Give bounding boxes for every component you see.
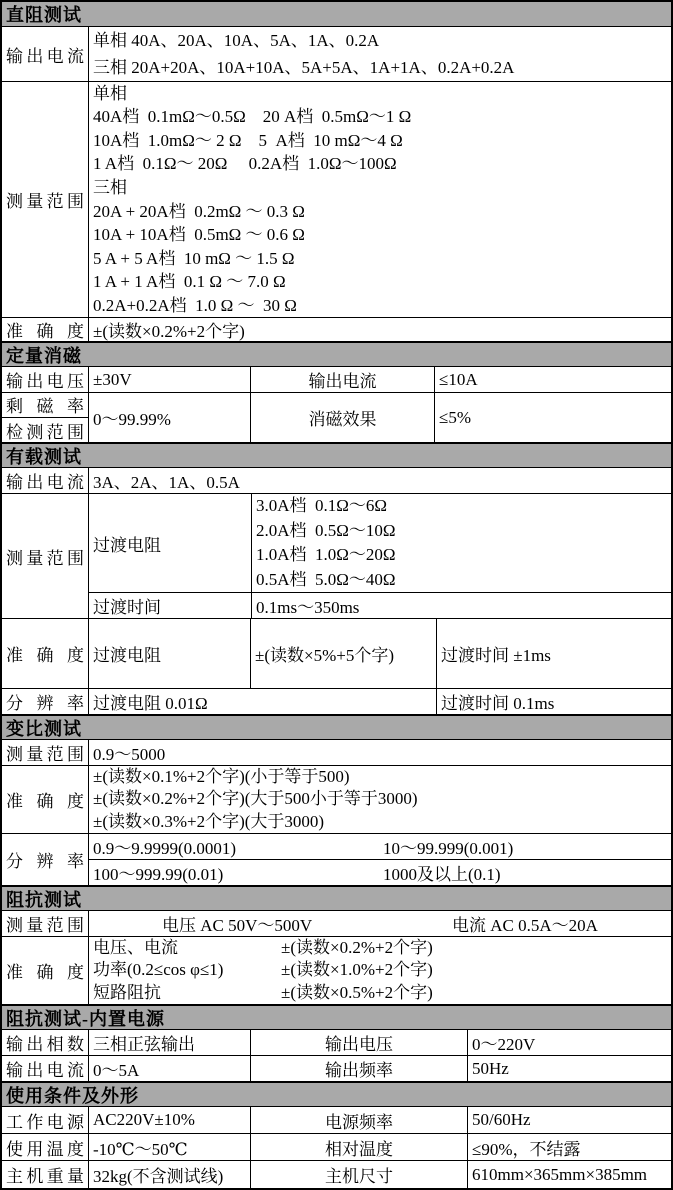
row-label-accuracy: 准 确 度 xyxy=(6,792,84,811)
section-header-impedance-test xyxy=(2,886,671,911)
row-label-operating-temp: 使用温度 xyxy=(6,1139,84,1159)
dc-range-value: 单相 40A档 0.1mΩ～0.5Ω 20 A档 0.5mΩ～1 Ω 10A档 1.0mΩ～ 2 Ω 5 A档 10 mΩ～4 Ω 1 A档 0.1Ω～ 20Ω 0.2A档 1.0Ω～100Ω 三相 20A + 20A档 0.2mΩ ～ 0.3 Ω 10A + 10A档 0.5mΩ ～ 0.6 Ω 5 A + 5 A档 10 mΩ ～ 1.5 Ω 1 A + 1 A档 0.1 Ω ～ 7.0 Ω 0.2A+0.2A档 1.0 Ω ～ 30 Ω xyxy=(88,82,671,317)
dc-output-current-row xyxy=(2,27,671,82)
load-accuracy-res-name: 过渡电阻 xyxy=(88,619,250,688)
row-label-resolution: 分 辨 率 xyxy=(6,694,84,713)
row-label-range: 测量范围 xyxy=(6,548,84,568)
ratio-resolution-subrow-2 xyxy=(89,859,671,885)
demag-effect-label: 消磁效果 xyxy=(250,393,434,442)
power-row-2 xyxy=(2,1056,671,1082)
impedance-range-row xyxy=(2,911,671,937)
relative-humidity-label: 相对温度 xyxy=(250,1134,467,1160)
row-label-resolution: 分 辨 率 xyxy=(6,852,84,871)
section-title: 定量消磁 xyxy=(6,345,82,366)
section-title: 变比测试 xyxy=(6,718,82,739)
demag-remanence-value: 0～99.99% xyxy=(88,393,250,442)
ratio-res-2-left: 100～999.99(0.01) xyxy=(93,865,224,884)
load-resolution-time-value: 过渡时间 0.1ms xyxy=(436,689,671,714)
demag-output-voltage-value: ±30V xyxy=(88,367,250,392)
conditions-row-2 xyxy=(2,1134,671,1161)
load-accuracy-res-value: ±(读数×5%+5个字) xyxy=(250,619,436,688)
power-freq-label: 电源频率 xyxy=(250,1107,467,1133)
section-header-load-test xyxy=(2,443,671,468)
impedance-range-value: 电压 AC 50V～500V 电流 AC 0.5A～20A xyxy=(88,911,671,936)
section-title: 阻抗测试 xyxy=(6,889,82,910)
trans-resistance-label: 过渡电阻 xyxy=(93,535,161,555)
row-label-range: 测量范围 xyxy=(6,192,84,211)
row-label-accuracy: 准 确 度 xyxy=(6,646,84,665)
section-title: 阻抗测试-内置电源 xyxy=(6,1008,165,1029)
row-label-working-power: 工作电源 xyxy=(6,1112,84,1132)
demag-effect-value: ≤5% xyxy=(434,393,671,442)
row-label-output-current: 输出电流 xyxy=(6,46,84,66)
section-title: 直阻测试 xyxy=(6,5,82,25)
ratio-res-2-right: 1000及以上(0.1) xyxy=(383,865,501,884)
row-label-range: 测量范围 xyxy=(6,745,84,764)
load-accuracy-time-value: 过渡时间 ±1ms xyxy=(436,619,671,688)
relative-humidity-value: ≤90%，不结露 xyxy=(467,1134,671,1160)
load-output-current-value: 3A、2A、1A、0.5A xyxy=(88,468,671,493)
impedance-accuracy-row xyxy=(2,937,671,1005)
row-label-accuracy: 准 确 度 xyxy=(6,963,84,982)
trans-time-label: 过渡时间 xyxy=(93,598,161,617)
section-title: 使用条件及外形 xyxy=(6,1085,139,1106)
detection-range-label: 检测范围 xyxy=(6,423,84,442)
trans-time-value: 0.1ms～350ms xyxy=(251,593,671,618)
row-label-accuracy: 准 确 度 xyxy=(6,322,84,341)
section-header-conditions xyxy=(2,1082,671,1107)
host-size-label: 主机尺寸 xyxy=(250,1161,467,1188)
host-weight-value: 32kg(不含测试线) xyxy=(88,1161,250,1188)
load-range-row xyxy=(2,494,671,619)
ratio-resolution-stack xyxy=(88,834,671,885)
load-range-stack xyxy=(88,494,671,618)
row-label-host-weight: 主机重量 xyxy=(6,1167,84,1186)
load-trans-resistance-subrow xyxy=(89,494,671,592)
power-frequency-value: 50Hz xyxy=(467,1056,671,1081)
demag-row-1 xyxy=(2,367,671,393)
conditions-row-1 xyxy=(2,1107,671,1134)
load-resolution-row xyxy=(2,689,671,715)
row-label-output-phases: 输出相数 xyxy=(6,1035,84,1054)
dc-output-current-value: 单相 40A、20A、10A、5A、1A、0.2A 三相 20A+20A、10A+10A、5A+5A、1A+1A、0.2A+0.2A xyxy=(88,27,671,81)
impedance-accuracy-line-1: 电压、电流 ±(读数×0.2%+2个字) xyxy=(93,937,433,957)
power-freq-value: 50/60Hz xyxy=(467,1107,671,1133)
load-resolution-res-value: 过渡电阻 0.01Ω xyxy=(88,689,436,714)
demag-output-current-label: 输出电流 xyxy=(250,367,434,392)
ratio-resolution-row xyxy=(2,834,671,886)
row-label-remanence xyxy=(2,393,88,442)
power-frequency-label: 输出频率 xyxy=(250,1056,467,1081)
power-current-value: 0～5A xyxy=(88,1056,250,1081)
remanence-rate-label: 剩 磁 率 xyxy=(2,393,88,418)
load-trans-time-subrow xyxy=(89,592,671,618)
section-header-demagnetization xyxy=(2,342,671,367)
host-size-value: 610mm×365mm×385mm xyxy=(467,1161,671,1188)
power-voltage-label: 输出电压 xyxy=(250,1030,467,1055)
ratio-res-1-left: 0.9～9.9999(0.0001) xyxy=(93,839,237,858)
power-phases-value: 三相正弦输出 xyxy=(88,1030,250,1055)
power-voltage-value: 0～220V xyxy=(467,1030,671,1055)
load-output-current-row xyxy=(2,468,671,494)
ratio-accuracy-row xyxy=(2,766,671,834)
demag-output-current-value: ≤10A xyxy=(434,367,671,392)
section-title: 有载测试 xyxy=(6,446,82,467)
impedance-accuracy-line-2: 功率(0.2≤cos φ≤1) ±(读数×1.0%+2个字) xyxy=(93,960,433,980)
impedance-accuracy-lines xyxy=(88,937,671,1004)
section-header-impedance-power xyxy=(2,1005,671,1030)
section-header-dc-resistance xyxy=(2,2,671,27)
working-power-value: AC220V±10% xyxy=(88,1107,250,1133)
ratio-accuracy-lines: ±(读数×0.1%+2个字)(小于等于500) ±(读数×0.2%+2个字)(大于500小于等于3000) ±(读数×0.3%+2个字)(大于3000) xyxy=(88,766,671,833)
row-label-output-voltage: 输出电压 xyxy=(6,372,84,391)
power-row-1 xyxy=(2,1030,671,1056)
row-label-output-current: 输出电流 xyxy=(6,473,84,492)
demag-row-2 xyxy=(2,393,671,443)
dc-accuracy-value: ±(读数×0.2%+2个字) xyxy=(88,318,671,341)
dc-accuracy-row xyxy=(2,318,671,342)
row-label-output-current: 输出电流 xyxy=(6,1061,84,1080)
ratio-range-row xyxy=(2,740,671,766)
row-label-range: 测量范围 xyxy=(6,916,84,935)
load-accuracy-row xyxy=(2,619,671,689)
conditions-row-3 xyxy=(2,1161,671,1188)
operating-temp-value: -10℃～50℃ xyxy=(88,1134,250,1160)
ratio-res-1-right: 10～99.999(0.001) xyxy=(383,839,514,858)
dc-range-row xyxy=(2,82,671,318)
trans-resistance-ranges: 3.0A档 0.1Ω～6Ω 2.0A档 0.5Ω～10Ω 1.0A档 1.0Ω～20Ω 0.5A档 5.0Ω～40Ω xyxy=(251,494,671,592)
ratio-range-value: 0.9～5000 xyxy=(88,740,671,765)
ratio-resolution-subrow-1 xyxy=(89,834,671,859)
section-header-ratio-test xyxy=(2,715,671,740)
impedance-accuracy-line-3: 短路阻抗 ±(读数×0.5%+2个字) xyxy=(93,982,433,1002)
